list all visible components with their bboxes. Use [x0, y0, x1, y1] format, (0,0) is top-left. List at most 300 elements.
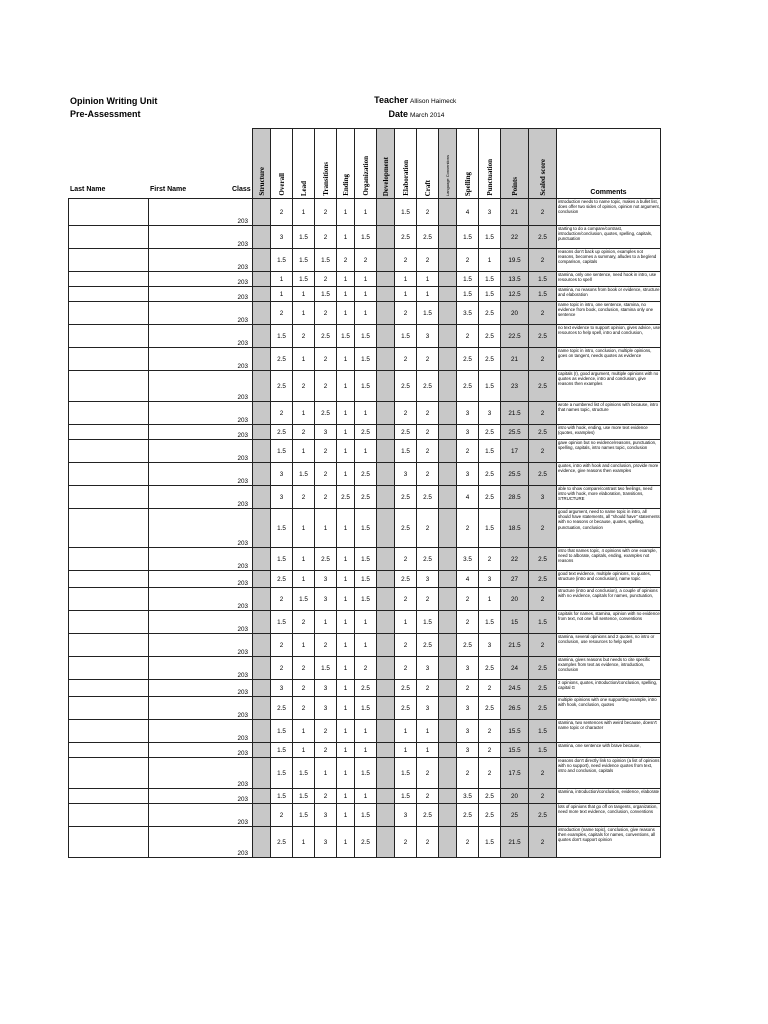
organization-cell: 2.5 — [355, 463, 377, 486]
organization-cell: 1 — [355, 402, 377, 425]
grade-table — [68, 128, 661, 858]
spelling-cell: 3 — [457, 720, 479, 743]
last-name-cell — [69, 425, 149, 440]
punctuation-cell: 2.5 — [479, 697, 501, 720]
points-cell: 21 — [501, 199, 529, 226]
lead-cell: 1 — [293, 548, 315, 571]
scaled-score-header: Scaled score — [529, 129, 557, 199]
spelling-cell: 2 — [457, 509, 479, 548]
development-spacer — [377, 402, 395, 425]
transitions-cell: 2 — [315, 463, 337, 486]
class-cell: 203 — [231, 425, 253, 440]
header-row — [69, 129, 661, 199]
language-spacer — [439, 680, 457, 697]
comments-cell: lots of opinions that go off on tangents, organization, need more text evidence, conclusion, conventions — [557, 804, 661, 827]
first-name-cell — [149, 371, 231, 402]
last-name-cell — [69, 657, 149, 680]
transitions-cell: 3 — [315, 588, 337, 611]
comments-cell: stamina, one sentence with brave because, — [557, 743, 661, 758]
elaboration-cell: 2 — [395, 402, 417, 425]
language-spacer — [439, 440, 457, 463]
craft-cell: 2 — [417, 402, 439, 425]
development-spacer — [377, 272, 395, 287]
elaboration-cell: 2 — [395, 827, 417, 858]
development-spacer — [377, 199, 395, 226]
organization-cell: 1.5 — [355, 697, 377, 720]
development-spacer — [377, 348, 395, 371]
lead-cell: 1 — [293, 509, 315, 548]
class-cell: 203 — [231, 548, 253, 571]
lead-cell: 1.5 — [293, 272, 315, 287]
class-cell: 203 — [231, 486, 253, 509]
ending-cell: 1 — [337, 548, 355, 571]
organization-header: Organization — [355, 129, 377, 199]
comments-cell: good text evidence, multiple opinions, no quotes, structure (intro and conclusion), name topic — [557, 571, 661, 588]
comments-cell: stamina, several opinions and 2 quotes, no intro or conclusion, use resources to help spell — [557, 634, 661, 657]
points-cell: 18.5 — [501, 509, 529, 548]
first-name-cell — [149, 697, 231, 720]
scaled-score-cell: 2.5 — [529, 463, 557, 486]
scaled-score-cell: 2.5 — [529, 680, 557, 697]
ending-cell: 1 — [337, 463, 355, 486]
punctuation-cell: 3 — [479, 634, 501, 657]
points-cell: 22.5 — [501, 325, 529, 348]
structure-spacer — [253, 743, 271, 758]
punctuation-cell: 2 — [479, 720, 501, 743]
language-spacer — [439, 657, 457, 680]
student-row — [69, 272, 661, 287]
ending-cell: 1 — [337, 743, 355, 758]
craft-cell: 2 — [417, 588, 439, 611]
development-spacer — [377, 440, 395, 463]
overall-cell: 2 — [271, 402, 293, 425]
development-spacer — [377, 371, 395, 402]
development-spacer — [377, 249, 395, 272]
ending-cell: 1 — [337, 199, 355, 226]
ending-cell: 1 — [337, 371, 355, 402]
scaled-score-cell: 2 — [529, 348, 557, 371]
lead-cell: 1 — [293, 348, 315, 371]
ending-cell: 1 — [337, 272, 355, 287]
elaboration-header: Elaboration — [395, 129, 417, 199]
last-name-cell — [69, 272, 149, 287]
last-name-cell — [69, 827, 149, 858]
overall-cell: 1.5 — [271, 440, 293, 463]
language-spacer — [439, 272, 457, 287]
ending-cell: 1 — [337, 588, 355, 611]
structure-spacer — [253, 548, 271, 571]
overall-header: Overall — [271, 129, 293, 199]
development-spacer — [377, 634, 395, 657]
craft-cell: 2.5 — [417, 634, 439, 657]
spelling-cell: 2.5 — [457, 804, 479, 827]
class-cell: 203 — [231, 680, 253, 697]
development-spacer — [377, 789, 395, 804]
scaled-score-cell: 2.5 — [529, 804, 557, 827]
first-name-cell — [149, 789, 231, 804]
points-cell: 25.5 — [501, 425, 529, 440]
points-cell: 17.5 — [501, 758, 529, 789]
punctuation-cell: 3 — [479, 402, 501, 425]
comments-cell: wrote a numbered list of opinions with because, intro that names topic, structure — [557, 402, 661, 425]
language-spacer — [439, 548, 457, 571]
points-cell: 26.5 — [501, 697, 529, 720]
first-name-cell — [149, 509, 231, 548]
class-cell: 203 — [231, 287, 253, 302]
scaled-score-cell: 2 — [529, 509, 557, 548]
ending-cell: 1 — [337, 789, 355, 804]
punctuation-cell: 2.5 — [479, 486, 501, 509]
scaled-score-cell: 1.5 — [529, 287, 557, 302]
last-name-cell — [69, 463, 149, 486]
first-name-cell — [149, 486, 231, 509]
ending-cell: 1 — [337, 804, 355, 827]
scaled-score-cell: 2 — [529, 302, 557, 325]
language-spacer — [439, 348, 457, 371]
structure-spacer — [253, 249, 271, 272]
craft-cell: 1 — [417, 287, 439, 302]
craft-cell: 2 — [417, 249, 439, 272]
transitions-cell: 3 — [315, 697, 337, 720]
overall-cell: 2 — [271, 657, 293, 680]
lead-cell: 1 — [293, 634, 315, 657]
language-spacer — [439, 325, 457, 348]
ending-cell: 1 — [337, 287, 355, 302]
first-name-cell — [149, 611, 231, 634]
craft-cell: 1 — [417, 720, 439, 743]
last-name-cell — [69, 302, 149, 325]
last-name-cell — [69, 371, 149, 402]
structure-spacer — [253, 287, 271, 302]
punctuation-cell: 3 — [479, 571, 501, 588]
student-row — [69, 758, 661, 789]
development-spacer — [377, 463, 395, 486]
scaled-score-cell: 2.5 — [529, 425, 557, 440]
first-name-cell — [149, 463, 231, 486]
spelling-cell: 4 — [457, 199, 479, 226]
points-cell: 20 — [501, 302, 529, 325]
transitions-cell: 1 — [315, 758, 337, 789]
craft-cell: 2 — [417, 789, 439, 804]
scaled-score-cell: 1.5 — [529, 720, 557, 743]
craft-cell: 1 — [417, 272, 439, 287]
last-name-cell — [69, 611, 149, 634]
comments-cell: capitals (I), good argument, multiple opinions with no quotes as evidence, intro and conclusion, give reasons then examples — [557, 371, 661, 402]
last-name-cell — [69, 348, 149, 371]
craft-cell: 1 — [417, 743, 439, 758]
class-cell: 203 — [231, 571, 253, 588]
comments-cell: gave opinion but no evidence/reasons, punctuation, spelling, capitals, intro names topic, conclusion — [557, 440, 661, 463]
comments-cell: stamina, introduction/conclusion, evidence, elaborate — [557, 789, 661, 804]
development-spacer — [377, 226, 395, 249]
lead-cell: 1.5 — [293, 249, 315, 272]
comments-cell: intro with hook, ending, use more text evidence (quotes, examples) — [557, 425, 661, 440]
points-cell: 24 — [501, 657, 529, 680]
development-spacer — [377, 287, 395, 302]
spelling-cell: 3.5 — [457, 789, 479, 804]
class-cell: 203 — [231, 509, 253, 548]
punctuation-cell: 2 — [479, 680, 501, 697]
last-name-cell — [69, 249, 149, 272]
scaled-score-cell: 1.5 — [529, 272, 557, 287]
scaled-score-cell: 2 — [529, 440, 557, 463]
language-spacer — [439, 697, 457, 720]
last-name-cell — [69, 743, 149, 758]
transitions-cell: 2.5 — [315, 325, 337, 348]
scaled-score-cell: 2 — [529, 634, 557, 657]
points-cell: 22 — [501, 548, 529, 571]
lead-cell: 1.5 — [293, 758, 315, 789]
elaboration-cell: 1.5 — [395, 758, 417, 789]
points-cell: 25 — [501, 804, 529, 827]
spelling-cell: 2 — [457, 827, 479, 858]
overall-cell: 2 — [271, 588, 293, 611]
comments-cell: introduction (name topic), conclusion, give reasons then examples, capitals for names, conventions, all quotes don't support opinion — [557, 827, 661, 858]
class-cell: 203 — [231, 272, 253, 287]
craft-cell: 2 — [417, 463, 439, 486]
punctuation-header: Punctuation — [479, 129, 501, 199]
class-cell: 203 — [231, 611, 253, 634]
first-name-cell — [149, 571, 231, 588]
scaled-score-cell: 2.5 — [529, 571, 557, 588]
development-spacer — [377, 486, 395, 509]
structure-header: Structure — [253, 129, 271, 199]
transitions-cell: 1.5 — [315, 657, 337, 680]
lead-cell: 1.5 — [293, 588, 315, 611]
transitions-cell: 2 — [315, 348, 337, 371]
overall-cell: 1.5 — [271, 509, 293, 548]
class-cell: 203 — [231, 634, 253, 657]
structure-spacer — [253, 440, 271, 463]
transitions-cell: 3 — [315, 804, 337, 827]
craft-cell: 2 — [417, 440, 439, 463]
last-name-cell — [69, 680, 149, 697]
scaled-score-cell: 2.5 — [529, 657, 557, 680]
first-name-cell — [149, 348, 231, 371]
punctuation-cell: 2.5 — [479, 804, 501, 827]
ending-cell: 1 — [337, 611, 355, 634]
elaboration-cell: 1 — [395, 272, 417, 287]
organization-cell: 1 — [355, 287, 377, 302]
spelling-cell: 2.5 — [457, 371, 479, 402]
language-spacer — [439, 588, 457, 611]
lead-cell: 1 — [293, 827, 315, 858]
spelling-cell: 3.5 — [457, 548, 479, 571]
last-name-cell — [69, 758, 149, 789]
craft-cell: 2 — [417, 348, 439, 371]
punctuation-cell: 2.5 — [479, 657, 501, 680]
organization-cell: 2 — [355, 249, 377, 272]
structure-spacer — [253, 571, 271, 588]
ending-cell: 1 — [337, 697, 355, 720]
development-spacer — [377, 657, 395, 680]
structure-spacer — [253, 634, 271, 657]
structure-spacer — [253, 226, 271, 249]
organization-cell: 1.5 — [355, 588, 377, 611]
organization-cell: 2.5 — [355, 680, 377, 697]
development-spacer — [377, 758, 395, 789]
lead-cell: 2 — [293, 657, 315, 680]
language-spacer — [439, 199, 457, 226]
language-spacer — [439, 758, 457, 789]
first-name-cell — [149, 827, 231, 858]
ending-cell: 1 — [337, 440, 355, 463]
student-row — [69, 440, 661, 463]
first-name-cell — [149, 425, 231, 440]
development-spacer — [377, 697, 395, 720]
elaboration-cell: 2.5 — [395, 571, 417, 588]
ending-cell: 1 — [337, 402, 355, 425]
class-cell: 203 — [231, 325, 253, 348]
lead-cell: 2 — [293, 371, 315, 402]
comments-cell: stamina, only one sentence, need hook in intro, use resources to spell — [557, 272, 661, 287]
class-cell: 203 — [231, 226, 253, 249]
comments-header: Comments — [557, 129, 661, 199]
lead-cell: 2 — [293, 611, 315, 634]
student-row — [69, 348, 661, 371]
elaboration-cell: 2 — [395, 348, 417, 371]
craft-cell: 2.5 — [417, 548, 439, 571]
spelling-cell: 1.5 — [457, 272, 479, 287]
transitions-cell: 2 — [315, 302, 337, 325]
teacher-label: Teacher — [374, 95, 408, 105]
points-cell: 28.5 — [501, 486, 529, 509]
overall-cell: 2.5 — [271, 348, 293, 371]
punctuation-cell: 1.5 — [479, 611, 501, 634]
spelling-cell: 4 — [457, 571, 479, 588]
punctuation-cell: 2.5 — [479, 302, 501, 325]
punctuation-cell: 1.5 — [479, 272, 501, 287]
ending-cell: 1 — [337, 571, 355, 588]
punctuation-cell: 1.5 — [479, 440, 501, 463]
first-name-col — [149, 129, 231, 199]
organization-cell: 1.5 — [355, 758, 377, 789]
craft-cell: 2 — [417, 758, 439, 789]
points-cell: 21.5 — [501, 402, 529, 425]
lead-cell: 2 — [293, 680, 315, 697]
elaboration-cell: 1.5 — [395, 789, 417, 804]
craft-cell: 3 — [417, 571, 439, 588]
structure-spacer — [253, 804, 271, 827]
language-spacer — [439, 226, 457, 249]
language-spacer — [439, 634, 457, 657]
development-spacer — [377, 720, 395, 743]
points-cell: 15.5 — [501, 743, 529, 758]
elaboration-cell: 2 — [395, 302, 417, 325]
elaboration-cell: 2.5 — [395, 371, 417, 402]
points-cell: 19.5 — [501, 249, 529, 272]
punctuation-cell: 2.5 — [479, 425, 501, 440]
organization-cell: 1.5 — [355, 548, 377, 571]
structure-spacer — [253, 720, 271, 743]
elaboration-cell: 1 — [395, 720, 417, 743]
comments-cell: name topic in intro, conclusion, multiple opinions, goes on tangent, needs quotes as evidence — [557, 348, 661, 371]
organization-cell: 1 — [355, 611, 377, 634]
craft-cell: 2.5 — [417, 804, 439, 827]
spelling-cell: 2 — [457, 611, 479, 634]
language-spacer — [439, 804, 457, 827]
transitions-cell: 3 — [315, 571, 337, 588]
craft-cell: 1.5 — [417, 302, 439, 325]
transitions-cell: 2 — [315, 272, 337, 287]
scaled-score-cell: 2 — [529, 588, 557, 611]
overall-cell: 1.5 — [271, 720, 293, 743]
date-label: Date — [388, 109, 408, 119]
structure-spacer — [253, 588, 271, 611]
structure-spacer — [253, 827, 271, 858]
organization-cell: 1 — [355, 634, 377, 657]
development-spacer — [377, 548, 395, 571]
points-cell: 22 — [501, 226, 529, 249]
scaled-score-cell: 1.5 — [529, 611, 557, 634]
overall-cell: 1.5 — [271, 325, 293, 348]
punctuation-cell: 2.5 — [479, 348, 501, 371]
spelling-cell: 2 — [457, 249, 479, 272]
language-spacer — [439, 720, 457, 743]
overall-cell: 2 — [271, 634, 293, 657]
elaboration-cell: 1 — [395, 743, 417, 758]
spelling-cell: 2.5 — [457, 634, 479, 657]
structure-spacer — [253, 425, 271, 440]
development-spacer — [377, 680, 395, 697]
language-spacer — [439, 402, 457, 425]
overall-cell: 1.5 — [271, 548, 293, 571]
organization-cell: 1.5 — [355, 325, 377, 348]
comments-cell: stamina, gives reasons but needs to cite specific examples from text as evidence, introduction, conclusion — [557, 657, 661, 680]
punctuation-cell: 3 — [479, 199, 501, 226]
structure-spacer — [253, 371, 271, 402]
ending-cell: 1 — [337, 720, 355, 743]
scaled-score-cell: 2 — [529, 758, 557, 789]
punctuation-cell: 1 — [479, 249, 501, 272]
class-cell: 203 — [231, 720, 253, 743]
organization-cell: 1.5 — [355, 571, 377, 588]
elaboration-cell: 3 — [395, 804, 417, 827]
development-spacer — [377, 611, 395, 634]
class-cell: 203 — [231, 402, 253, 425]
craft-cell: 2 — [417, 425, 439, 440]
first-name-cell — [149, 226, 231, 249]
spelling-cell: 2 — [457, 325, 479, 348]
transitions-header: Transitions — [315, 129, 337, 199]
class-cell: 203 — [231, 463, 253, 486]
student-row — [69, 789, 661, 804]
development-spacer — [377, 571, 395, 588]
development-spacer — [377, 509, 395, 548]
organization-cell: 1 — [355, 272, 377, 287]
lead-cell: 1 — [293, 743, 315, 758]
class-cell: 203 — [231, 789, 253, 804]
scaled-score-cell: 2.5 — [529, 548, 557, 571]
student-row — [69, 287, 661, 302]
punctuation-cell: 1 — [479, 588, 501, 611]
spelling-cell: 2.5 — [457, 348, 479, 371]
development-spacer — [377, 425, 395, 440]
punctuation-cell: 2.5 — [479, 463, 501, 486]
class-cell: 203 — [231, 588, 253, 611]
lead-cell: 1.5 — [293, 804, 315, 827]
points-cell: 20 — [501, 588, 529, 611]
development-spacer — [377, 743, 395, 758]
first-name-cell — [149, 325, 231, 348]
student-row — [69, 402, 661, 425]
transitions-cell: 2 — [315, 743, 337, 758]
elaboration-cell: 2.5 — [395, 486, 417, 509]
lead-cell: 1 — [293, 199, 315, 226]
student-row — [69, 509, 661, 548]
last-name-cell — [69, 325, 149, 348]
student-row — [69, 486, 661, 509]
